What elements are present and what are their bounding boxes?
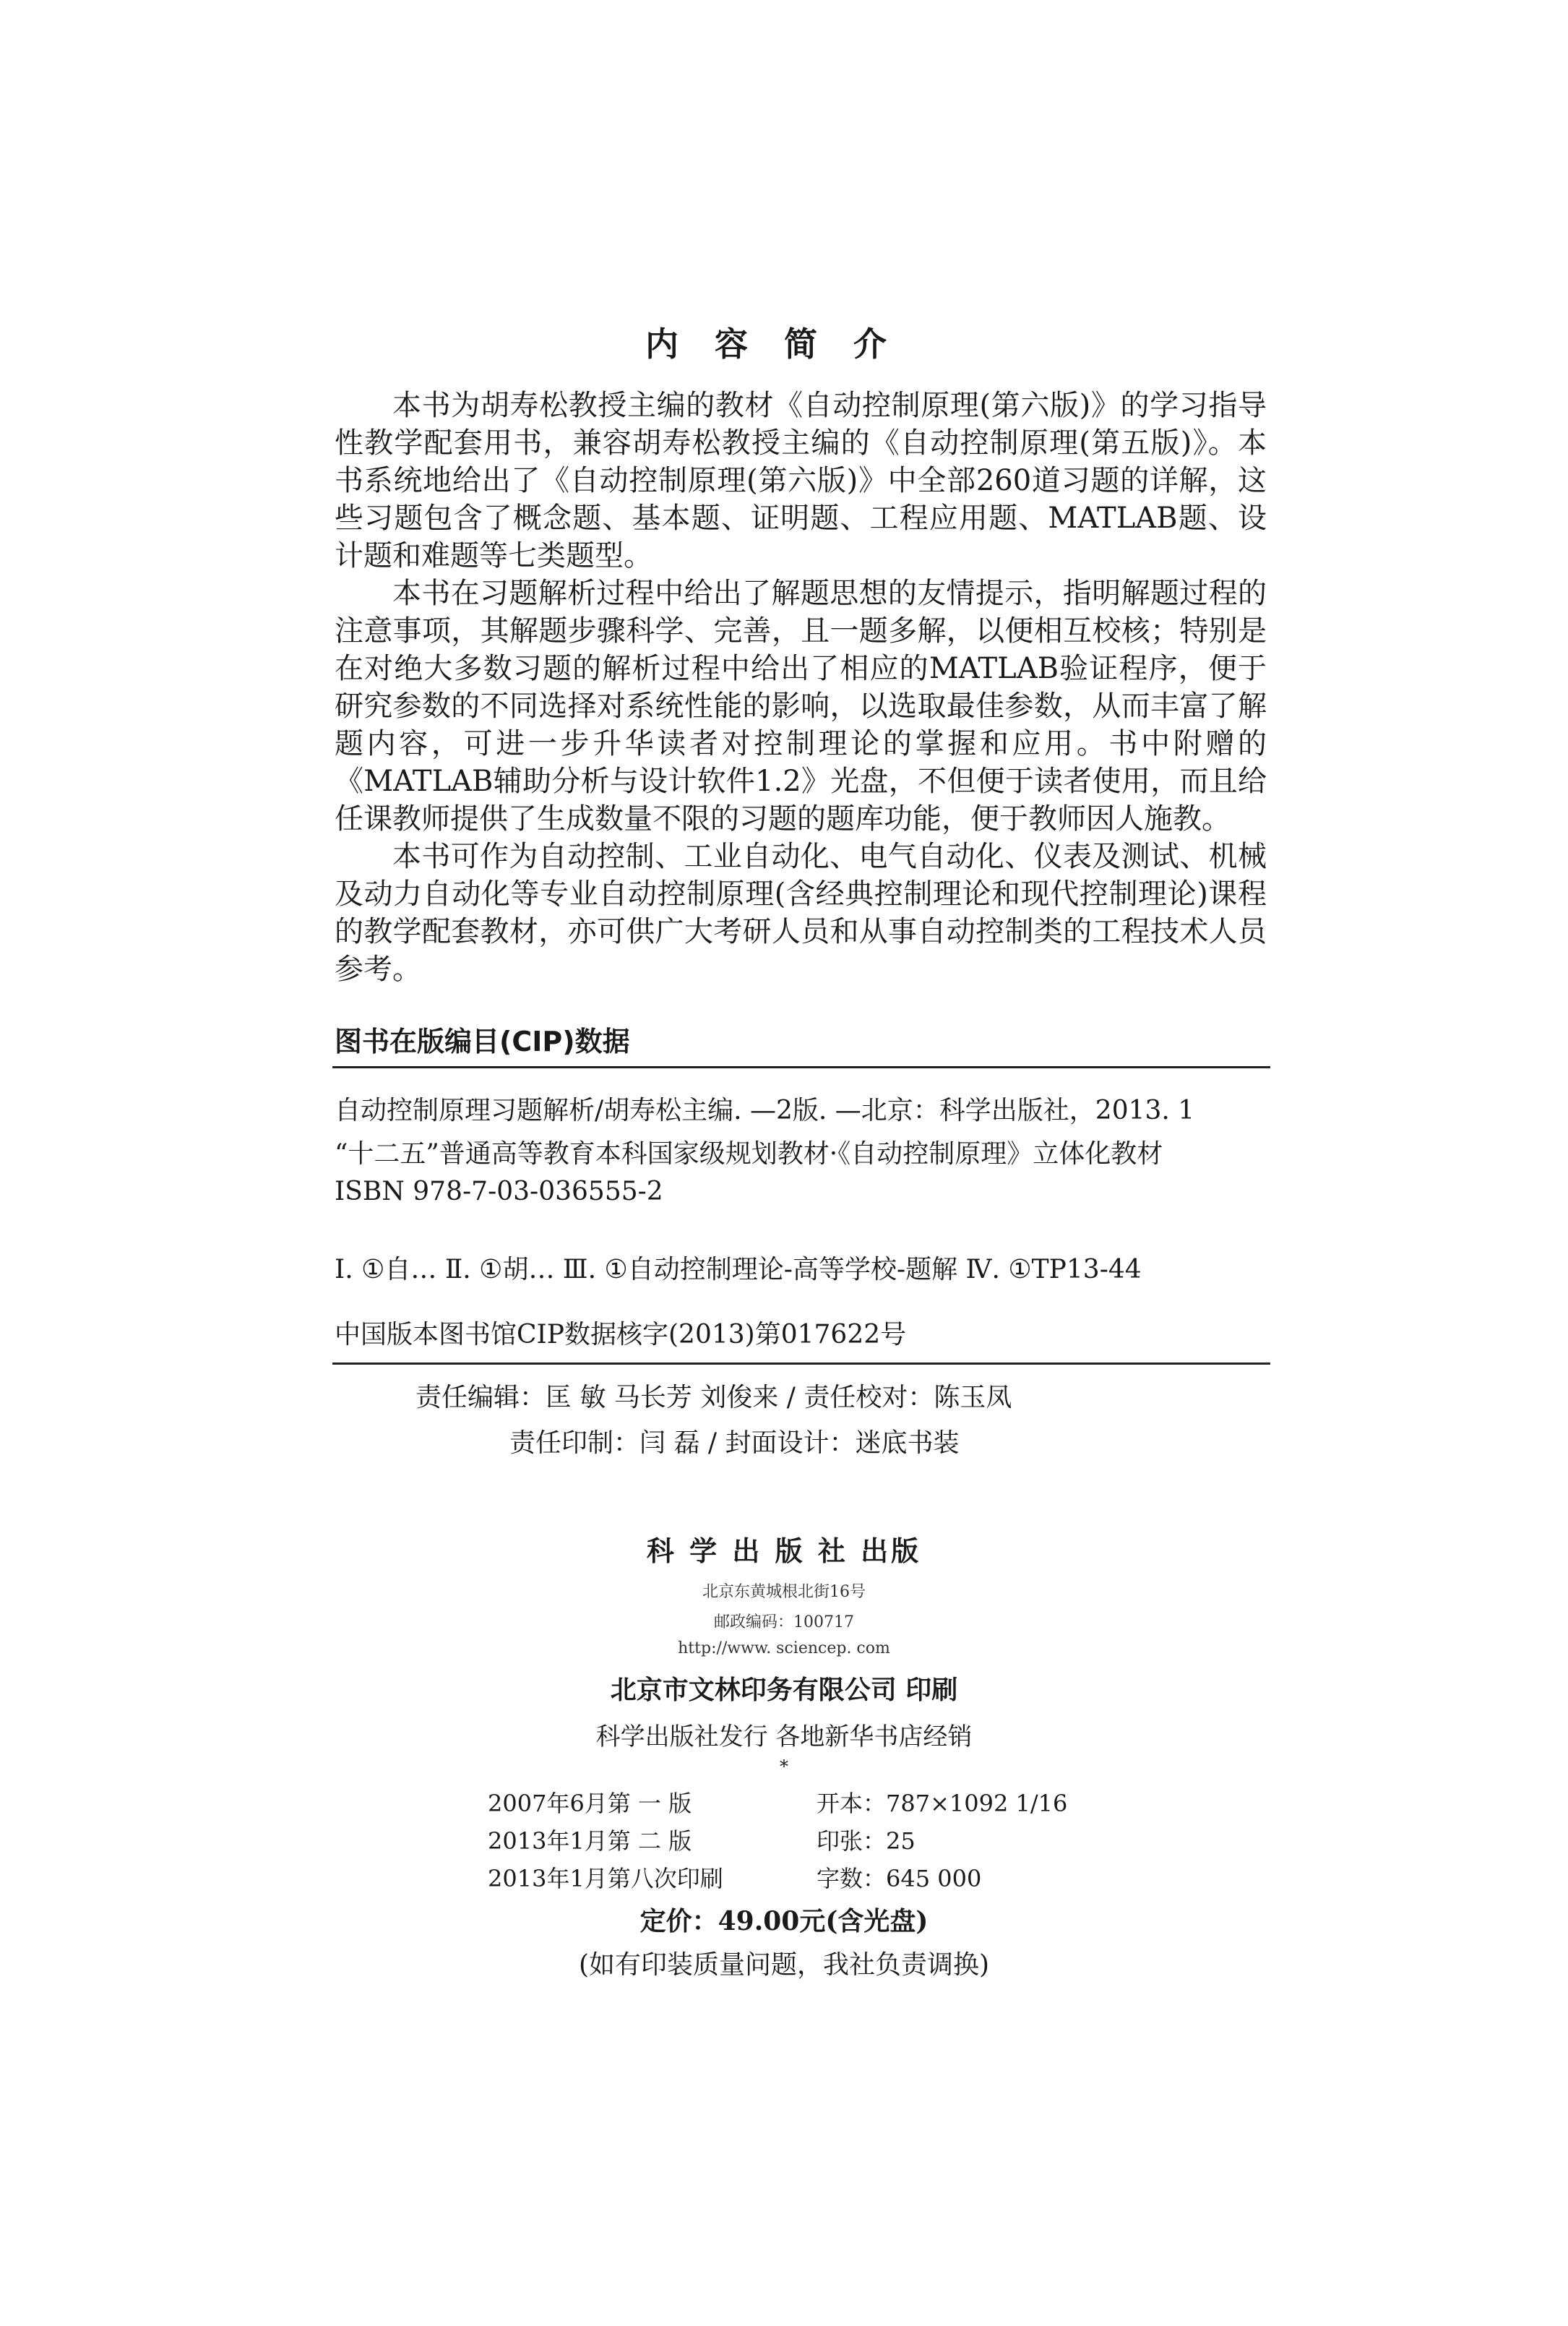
publisher-name: 科 学 出 版 社 出版 — [646, 1535, 922, 1567]
format-line: 开本：787×1092 1/16 — [817, 1790, 1068, 1817]
cip-bottom-rule — [332, 1362, 1270, 1365]
publisher-address: 北京东黄城根北街16号 — [702, 1583, 866, 1601]
sheets-line: 印张：25 — [817, 1827, 916, 1855]
intro-paragraph-3: 本书可作为自动控制、工业自动化、电气自动化、仪表及测试、机械及动力自动化等专业自动控制原理(含经典控制理论和现代控制理论)课程的教学配套教材，亦可供广大考研人员和从事自动控制类的工程技术人员参考。 — [335, 840, 1267, 986]
intro-paragraph-2: 本书在习题解析过程中给出了解题思想的友情提示，指明解题过程的注意事项，其解题步骤科学、完善，且一题多解，以便相互校核；特别是在对绝大多数习题的解析过程中给出了相应的MATLAB验证程序，便于研究参数的不同选择对系统性能的影响，以选取最佳参数，从而丰富了解题内容，可进一步升华读者对控制理论的掌握和应用。书中附赠的《MATLAB辅助分析与设计软件1.2》光盘，不但便于读者使用，而且给任课教师提供了生成数量不限的习题的题库功能，便于教师因人施教。 — [335, 577, 1267, 836]
publisher-website: http://www. sciencep. com — [678, 1639, 890, 1657]
intro-body — [335, 387, 1267, 988]
quality-notice: (如有印装质量问题，我社负责调换) — [578, 1950, 990, 1980]
cip-classification: Ⅰ. ①自… Ⅱ. ①胡… Ⅲ. ①自动控制理论-高等学校-题解 Ⅳ. ①TP13-44 — [335, 1255, 1142, 1284]
price-line: 定价：49.00元(含光盘) — [639, 1906, 929, 1936]
editors-line-1: 责任编辑：匡 敏 马长芳 刘俊来 / 责任校对：陈玉凤 — [415, 1383, 1012, 1412]
printer-name: 北京市文林印务有限公司 印刷 — [610, 1675, 958, 1705]
intro-title: 内容简介 — [645, 325, 923, 364]
wordcount-line: 字数：645 000 — [817, 1865, 982, 1892]
cip-isbn: ISBN 978-7-03-036555-2 — [335, 1177, 663, 1206]
cip-top-rule — [332, 1066, 1270, 1068]
intro-paragraph-1: 本书为胡寿松教授主编的教材《自动控制原理(第六版)》的学习指导性教学配套用书，兼容胡寿松教授主编的《自动控制原理(第五版)》。本书系统地给出了《自动控制原理(第六版)》中全部260道习题的详解，这些习题包含了概念题、基本题、证明题、工程应用题、MATLAB题、设计题和难题等七类题型。 — [335, 389, 1267, 572]
separator-star: * — [780, 1756, 788, 1777]
publisher-postcode: 邮政编码：100717 — [714, 1613, 854, 1631]
cip-series-line: “十二五”普通高等教育本科国家级规划教材·《自动控制原理》立体化教材 — [335, 1139, 1163, 1169]
edition-line-3: 2013年1月第八次印刷 — [488, 1865, 723, 1892]
distributor-line: 科学出版社发行 各地新华书店经销 — [595, 1722, 973, 1751]
cip-title-line: 自动控制原理习题解析/胡寿松主编. —2版. —北京：科学出版社，2013. 1 — [335, 1096, 1195, 1125]
edition-line-2: 2013年1月第 二 版 — [488, 1827, 692, 1855]
cip-record-number: 中国版本图书馆CIP数据核字(2013)第017622号 — [335, 1320, 907, 1349]
editors-line-2: 责任印制：闫 磊 / 封面设计：迷底书装 — [509, 1428, 960, 1458]
cip-heading: 图书在版编目(CIP)数据 — [335, 1026, 630, 1057]
edition-line-1: 2007年6月第 一 版 — [488, 1790, 692, 1817]
